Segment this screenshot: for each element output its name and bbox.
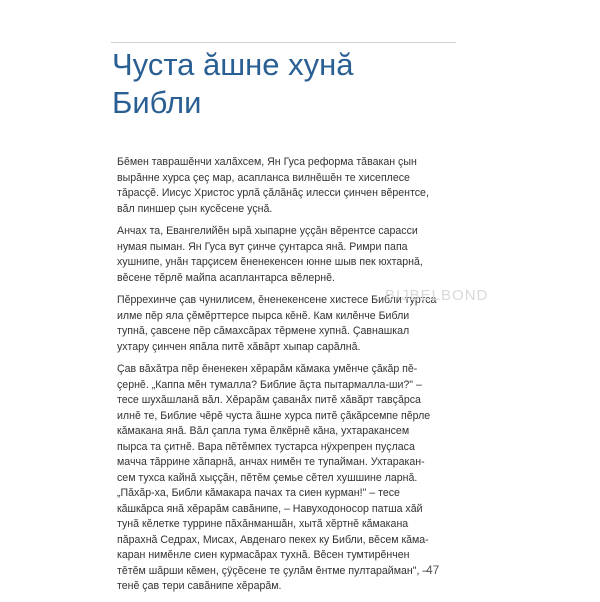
paragraph-1 (117, 155, 467, 217)
text-line: тенĕ çав тери савăнипе хĕрарăм. (117, 580, 282, 592)
paragraph-4 (117, 362, 467, 595)
text-line: тĕтĕм шăрши кĕмен, çÿçĕсене те çулăм ĕнтме пултарайман", – (117, 564, 429, 577)
text-line: Çав вăхăтра пĕр ĕненекен хĕрарăм кăмака умĕнче çăкăр пĕ- (117, 363, 418, 375)
text-line: вырăнне хурса çеç мар, асапланса вилнĕшĕн те хисеплесе (117, 171, 410, 184)
text-line: кăмакана янă. Вăл çапла тума ĕлкĕрнĕ кăна, ухтаракансем (117, 425, 410, 437)
text-line: тупнă, çавсене пĕр сăмахсăрах тĕрмене хупнă. Çавнашкал (117, 325, 410, 337)
text-line: тесе шухăшланă вăл. Хĕрарăм çаванăх питĕ хăвăрт тавçăрса (117, 394, 421, 406)
text-line: вĕсене тĕрлĕ майпа асаплантарса вĕлернĕ. (117, 271, 335, 284)
text-line: сем тухса кайнă хыççăн, пĕтĕм çемье сĕтел хушшине ларнă. (117, 471, 418, 484)
text-line: каран нимĕнле сиен курмасăрах тухнă. Вĕсен тумтирĕнчен (117, 549, 410, 561)
paragraph-2 (117, 224, 467, 286)
title-line-1: Чуста ăшне хунă (112, 47, 354, 82)
article-body (117, 155, 467, 602)
text-line: хушнипе, унăн тарçисем ĕненекенсен юнне шыв пек юхтарнă, (117, 256, 423, 268)
text-line: Пĕррехинче çав чунилисем, ĕненекенсене хистесе Библи туртса (117, 294, 437, 306)
text-line: çернĕ. „Каппа мĕн тумалла? Библие ăçта пытармалла-ши?" – (117, 378, 422, 391)
page-number: 47 (426, 563, 440, 577)
text-line: пырса та çитнĕ. Вара пĕтĕмпех тустарса нÿхрепрен пуçласа (117, 440, 415, 453)
text-line: вăл пиншер çын кусĕсене уçнă. (117, 202, 273, 215)
title-line-2: Библи (112, 85, 202, 120)
text-line: кăшкăрса янă хĕрарăм савăнипе, – Навуходоносор патша хăй (117, 502, 423, 515)
text-line: Анчах та, Евангелийĕн ырă хыпарне уççăн вĕрентсе сарасси (117, 225, 418, 237)
text-line: мачча тăррине хăпарнă, анчах нимĕн те тупайман. Ухтаракан- (117, 456, 425, 468)
text-line: нумая пыман. Ян Гуса вут çинче çунтарса янă. Римри папа (117, 240, 408, 253)
text-line: илнĕ те, Библие чĕрĕ чуста ăшне хурса питĕ çăкăрсемпе пĕрле (117, 409, 431, 422)
text-line: пăрахнă Седрах, Мисах, Авденаго пекех ку Библи, вĕсем кăма- (117, 533, 429, 546)
header-rule (111, 42, 456, 43)
text-line: тăрасçĕ. Иисус Христос урлă çăлăнăç илесси çинчен вĕрентсе, (117, 187, 429, 199)
text-line: тунă кĕлетке туррине пăхăнманшăн, хытă хĕртнĕ кăмакана (117, 518, 409, 530)
text-line: ухтару çинчен япăла питĕ хăвăрт хыпар сарăлнă. (117, 340, 361, 353)
text-line: илме пĕр яла çĕмĕрттерсе пырса кĕнĕ. Кам килĕнче Библи (117, 309, 410, 322)
page-title (112, 46, 492, 122)
text-line: Бĕмен таврашĕнчи халăхсем, Ян Гуса реформа тăвакан çын (117, 156, 417, 168)
text-line: „Пăхăр-ха, Библи кăмакара пачах та сиен курман!" – тесе (117, 487, 400, 499)
watermark-logo: BIJBELBOND (385, 287, 489, 304)
